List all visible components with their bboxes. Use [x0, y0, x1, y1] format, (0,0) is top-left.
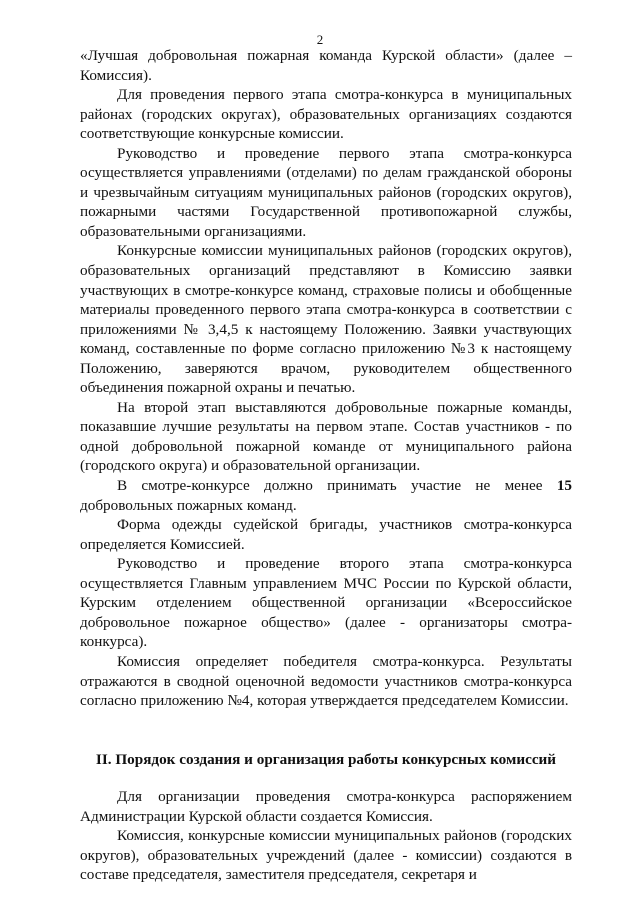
- paragraph-second-stage-participants: На второй этап выставляются добровольные пожарные команды, показавшие лучшие результаты на первом этапе. Состав участников - по одной добровольной пожарной команде от муниципального района (городского округа) и образовательной организации.: [80, 398, 572, 475]
- section-2-heading: II. Порядок создания и организация работы конкурсных комиссий: [95, 750, 557, 768]
- page-number: 2: [316, 32, 324, 47]
- paragraph-min-teams: [80, 476, 572, 515]
- min-teams-text-before: В смотре-конкурсе должно принимать участие не менее: [117, 477, 557, 495]
- section-spacer: [80, 711, 572, 750]
- paragraph-applications: Конкурсные комиссии муниципальных районов (городских округов), образовательных организаций представляют в Комиссию заявки участвующих в смотре-конкурсе команд, страховые полисы и обобщенные материалы проведенного первого этапа смотра-конкурса в соответствии с приложениями № 3,4,5 к настоящему Положению. Заявки участвующих команд, составленные по форме согласно приложению №3 к настоящему Положению, заверяются врачом, руководителем общественного объединения пожарной охраны и печатью.: [80, 242, 572, 397]
- paragraph-second-stage-management: Руководство и проведение второго этапа смотра-конкурса осуществляется Главным управлением МЧС России по Курской области, Курским отделением общественной организации «Всероссийское добровольное пожарное общество» (далее - организаторы смотра-конкурса).: [80, 555, 572, 651]
- document-body: [80, 46, 572, 885]
- paragraph-commission-name: «Лучшая добровольная пожарная команда Курской области» (далее – Комиссия).: [80, 47, 572, 84]
- heading-spacer: [80, 769, 572, 787]
- min-teams-text-after: добровольных пожарных команд.: [80, 496, 297, 514]
- paragraph-uniform: Форма одежды судейской бригады, участников смотра-конкурса определяется Комиссией.: [80, 516, 572, 553]
- paragraph-first-stage-management: Руководство и проведение первого этапа смотра-конкурса осуществляется управлениями (отделами) по делам гражданской обороны и чрезвычайным ситуациям муниципальных районов (городских округов), пожарными частями Государственной противопожарной службы, образовательными организациями.: [80, 144, 572, 240]
- paragraph-commission-composition: Комиссия, конкурсные комиссии муниципальных районов (городских округов), образовательных учреждений (далее - комиссии) создаются в составе председателя, заместителя председателя, секретаря и: [80, 827, 572, 884]
- paragraph-winner: Комиссия определяет победителя смотра-конкурса. Результаты отражаются в сводной оценочной ведомости участников смотра-конкурса согласно приложению №4, которая утверждается председателем Комиссии.: [80, 652, 572, 710]
- min-teams-number: 15: [556, 477, 572, 495]
- paragraph-commission-creation: Для организации проведения смотра-конкурса распоряжением Администрации Курской области создается Комиссия.: [80, 788, 572, 825]
- paragraph-first-stage-commissions: Для проведения первого этапа смотра-конкурса в муниципальных районах (городских округах), образовательных организациях создаются соответствующие конкурсные комиссии.: [80, 86, 572, 143]
